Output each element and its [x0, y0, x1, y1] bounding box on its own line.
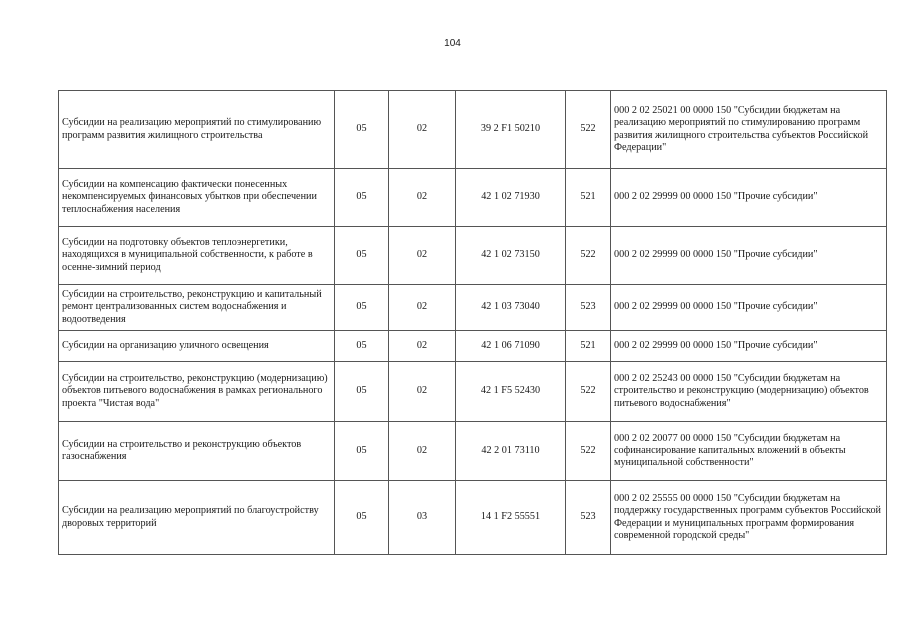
table-row: [59, 422, 887, 481]
subsidy-name-cell: Субсидии на компенсацию фактически понесенных некомпенсируемых финансовых убытков при обеспечении теплоснабжения населения: [59, 169, 335, 227]
subsidy-name-cell: Субсидии на подготовку объектов теплоэнергетики, находящихся в муниципальной собственности, к работе в осенне-зимний период: [59, 227, 335, 285]
target-article-cell: 42 1 F5 52430: [456, 362, 566, 422]
section-cell: 05: [335, 331, 389, 362]
table-row: [59, 362, 887, 422]
revenue-code-cell: 000 2 02 20077 00 0000 150 "Субсидии бюджетам на софинансирование капитальных вложений в объекты муниципальной собственности": [611, 422, 887, 481]
revenue-code-cell: 000 2 02 29999 00 0000 150 "Прочие субсидии": [611, 169, 887, 227]
target-article-cell: 39 2 F1 50210: [456, 91, 566, 169]
subsidy-name-cell: Субсидии на реализацию мероприятий по стимулированию программ развития жилищного строительства: [59, 91, 335, 169]
subsidy-name-cell: Субсидии на строительство и реконструкцию объектов газоснабжения: [59, 422, 335, 481]
section-cell: 05: [335, 481, 389, 555]
revenue-code-cell: 000 2 02 25243 00 0000 150 "Субсидии бюджетам на строительство и реконструкцию (модернизацию) объектов питьевого водоснабжения": [611, 362, 887, 422]
table-row: [59, 481, 887, 555]
table-row: [59, 227, 887, 285]
expense-type-cell: 523: [566, 481, 611, 555]
section-cell: 05: [335, 91, 389, 169]
revenue-code-cell: 000 2 02 29999 00 0000 150 "Прочие субсидии": [611, 331, 887, 362]
revenue-code-cell: 000 2 02 29999 00 0000 150 "Прочие субсидии": [611, 285, 887, 331]
table-row: [59, 285, 887, 331]
table-row: [59, 331, 887, 362]
expense-type-cell: 522: [566, 362, 611, 422]
page-number: 104: [444, 38, 461, 49]
target-article-cell: 42 1 03 73040: [456, 285, 566, 331]
expense-type-cell: 521: [566, 169, 611, 227]
subsection-cell: 02: [389, 422, 456, 481]
revenue-code-cell: 000 2 02 29999 00 0000 150 "Прочие субсидии": [611, 227, 887, 285]
expense-type-cell: 522: [566, 422, 611, 481]
subsection-cell: 02: [389, 227, 456, 285]
target-article-cell: 42 1 02 73150: [456, 227, 566, 285]
subsection-cell: 02: [389, 362, 456, 422]
table-row: [59, 169, 887, 227]
section-cell: 05: [335, 169, 389, 227]
subsidy-name-cell: Субсидии на строительство, реконструкцию (модернизацию) объектов питьевого водоснабжения в рамках регионального проекта "Чистая вода": [59, 362, 335, 422]
target-article-cell: 42 2 01 73110: [456, 422, 566, 481]
target-article-cell: 42 1 06 71090: [456, 331, 566, 362]
expense-type-cell: 522: [566, 91, 611, 169]
target-article-cell: 14 1 F2 55551: [456, 481, 566, 555]
subsection-cell: 02: [389, 169, 456, 227]
revenue-code-cell: 000 2 02 25555 00 0000 150 "Субсидии бюджетам на поддержку государственных программ субъектов Российской Федерации и муниципальных программ формирования современной городской среды": [611, 481, 887, 555]
subsidy-name-cell: Субсидии на строительство, реконструкцию и капитальный ремонт централизованных систем водоснабжения и водоотведения: [59, 285, 335, 331]
table-row: [59, 91, 887, 169]
expense-type-cell: 523: [566, 285, 611, 331]
section-cell: 05: [335, 362, 389, 422]
subsidy-name-cell: Субсидии на реализацию мероприятий по благоустройству дворовых территорий: [59, 481, 335, 555]
expense-type-cell: 522: [566, 227, 611, 285]
subsection-cell: 02: [389, 285, 456, 331]
target-article-cell: 42 1 02 71930: [456, 169, 566, 227]
section-cell: 05: [335, 227, 389, 285]
expense-type-cell: 521: [566, 331, 611, 362]
subsection-cell: 02: [389, 91, 456, 169]
subsidy-name-cell: Субсидии на организацию уличного освещения: [59, 331, 335, 362]
subsection-cell: 02: [389, 331, 456, 362]
revenue-code-cell: 000 2 02 25021 00 0000 150 "Субсидии бюджетам на реализацию мероприятий по стимулированию программ развития жилищного строительства субъектов Российской Федерации": [611, 91, 887, 169]
subsidy-table: [58, 90, 887, 555]
section-cell: 05: [335, 285, 389, 331]
section-cell: 05: [335, 422, 389, 481]
subsection-cell: 03: [389, 481, 456, 555]
